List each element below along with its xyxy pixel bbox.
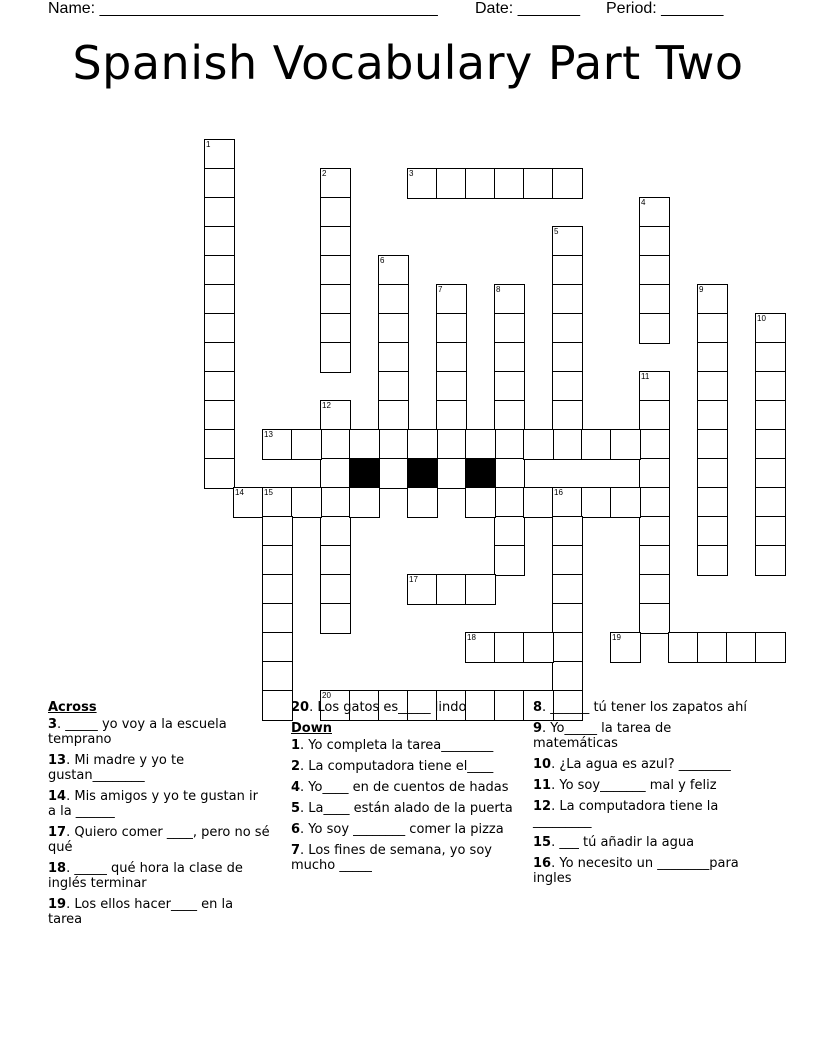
clue-number: 12 (533, 799, 552, 814)
clue-number: 7 (291, 843, 301, 858)
clue-text: . Mis amigos y yo te gustan ir a la ______ (48, 789, 258, 819)
clue-text: . ______ tú tener los zapatos ahí (542, 700, 747, 715)
grid-cell[interactable] (320, 545, 351, 576)
grid-cell[interactable] (697, 487, 728, 518)
grid-cell[interactable] (697, 458, 728, 489)
clue-text: . ¿La agua es azul? ________ (551, 757, 731, 772)
clue-number: 5 (291, 801, 301, 816)
grid-cell[interactable] (407, 574, 438, 605)
clue-text: . Yo soy ________ comer la pizza (300, 822, 504, 837)
grid-cell[interactable] (697, 371, 728, 402)
clue-number: 1 (291, 738, 301, 753)
grid-cell[interactable] (755, 313, 786, 344)
grid-cell[interactable] (494, 313, 525, 344)
grid-cell[interactable] (291, 429, 322, 460)
clue-number-label: 15 (264, 488, 273, 497)
grid-cell[interactable] (465, 574, 496, 605)
grid-cell[interactable] (436, 168, 467, 199)
clue-text: . La____ están alado de la puerta (300, 801, 513, 816)
clue-number-label: 14 (235, 488, 244, 497)
grid-cell[interactable] (349, 429, 380, 460)
middle-clues-column (291, 700, 513, 879)
grid-cell[interactable] (755, 342, 786, 373)
grid-cell[interactable] (697, 545, 728, 576)
grid-cell[interactable] (755, 516, 786, 547)
grid-cell[interactable] (552, 371, 583, 402)
grid-cell[interactable] (726, 632, 757, 663)
grid-cell[interactable] (204, 284, 235, 315)
grid-cell[interactable] (204, 313, 235, 344)
clue-text: . Yo_____ la tarea de matemáticas (533, 721, 672, 751)
grid-cell[interactable] (494, 371, 525, 402)
down-clue (291, 843, 513, 873)
clue-number-label: 2 (322, 169, 327, 178)
grid-cell[interactable] (320, 458, 351, 489)
grid-cell[interactable] (378, 429, 409, 460)
grid-cell[interactable] (494, 284, 525, 315)
grid-cell[interactable] (494, 487, 525, 518)
grid-cell[interactable] (262, 545, 293, 576)
grid-cell[interactable] (610, 429, 641, 460)
clue-text: . _____ qué hora la clase de inglés terminar (48, 861, 243, 891)
grid-cell[interactable] (755, 487, 786, 518)
grid-cell[interactable] (494, 632, 525, 663)
grid-cell[interactable] (697, 429, 728, 460)
grid-cell[interactable] (262, 661, 293, 692)
clue-number-label: 7 (438, 285, 443, 294)
grid-cell[interactable] (552, 429, 583, 460)
down-heading: Down (291, 721, 332, 736)
grid-cell[interactable] (552, 487, 583, 518)
grid-cell[interactable] (378, 313, 409, 344)
grid-cell[interactable] (436, 458, 467, 489)
grid-cell[interactable] (262, 632, 293, 663)
grid-cell[interactable] (262, 487, 293, 518)
grid-cell[interactable] (291, 487, 322, 518)
down-clue (291, 822, 513, 837)
grid-cell[interactable] (378, 371, 409, 402)
across-clues-column (48, 700, 270, 933)
grid-cell[interactable] (552, 545, 583, 576)
grid-cell[interactable] (465, 429, 496, 460)
grid-cell[interactable] (494, 400, 525, 431)
grid-cell[interactable] (320, 516, 351, 547)
black-square (465, 458, 496, 489)
grid-cell[interactable] (320, 400, 351, 431)
down-clue (291, 738, 513, 753)
grid-cell[interactable] (581, 429, 612, 460)
grid-cell[interactable] (523, 487, 554, 518)
grid-cell[interactable] (697, 632, 728, 663)
black-square (407, 458, 438, 489)
grid-cell[interactable] (639, 371, 670, 402)
grid-cell[interactable] (552, 313, 583, 344)
grid-cell[interactable] (494, 458, 525, 489)
down-clue (533, 778, 755, 793)
down-clue (533, 835, 755, 850)
grid-cell[interactable] (552, 255, 583, 286)
clue-text: . Los fines de semana, yo soy mucho _____ (291, 843, 492, 873)
black-square (349, 458, 380, 489)
clue-text: . Mi madre y yo te gustan________ (48, 753, 185, 783)
down-clue (291, 759, 513, 774)
grid-cell[interactable] (552, 284, 583, 315)
grid-cell[interactable] (262, 516, 293, 547)
clue-number-label: 3 (409, 169, 414, 178)
grid-cell[interactable] (378, 458, 409, 489)
clue-number-label: 12 (322, 401, 331, 410)
clue-number-label: 6 (380, 256, 385, 265)
grid-cell[interactable] (320, 487, 351, 518)
clue-text: . Yo____ en de cuentos de hadas (300, 780, 509, 795)
down-clue (533, 721, 755, 751)
grid-cell[interactable] (262, 603, 293, 634)
clue-number-label: 19 (612, 633, 621, 642)
clue-number-label: 17 (409, 575, 418, 584)
grid-cell[interactable] (552, 574, 583, 605)
clue-number-label: 10 (757, 314, 766, 323)
grid-cell[interactable] (494, 516, 525, 547)
grid-cell[interactable] (639, 429, 670, 460)
grid-cell[interactable] (552, 400, 583, 431)
clue-number-label: 4 (641, 198, 646, 207)
grid-cell[interactable] (494, 168, 525, 199)
clue-text: . Quiero comer ____, pero no sé qué (48, 825, 270, 855)
grid-cell[interactable] (204, 139, 235, 170)
grid-cell[interactable] (436, 284, 467, 315)
clue-number: 19 (48, 897, 67, 912)
grid-cell[interactable] (552, 516, 583, 547)
grid-cell[interactable] (668, 632, 699, 663)
clue-text: . Yo completa la tarea________ (300, 738, 494, 753)
clue-text: . ___ tú añadir la agua (551, 835, 695, 850)
grid-cell[interactable] (639, 255, 670, 286)
clue-number: 20 (291, 700, 310, 715)
clue-number: 10 (533, 757, 552, 772)
grid-cell[interactable] (639, 313, 670, 344)
across-clue (48, 897, 270, 927)
down-clue (533, 700, 755, 715)
clue-number: 8 (533, 700, 543, 715)
clue-number: 6 (291, 822, 301, 837)
clue-number: 13 (48, 753, 67, 768)
date-field[interactable]: Date: _______ (475, 0, 580, 17)
grid-cell[interactable] (639, 516, 670, 547)
grid-cell[interactable] (204, 197, 235, 228)
clue-number: 2 (291, 759, 301, 774)
grid-cell[interactable] (436, 342, 467, 373)
grid-cell[interactable] (320, 284, 351, 315)
grid-cell[interactable] (552, 168, 583, 199)
across-clue (291, 700, 513, 715)
grid-cell[interactable] (378, 284, 409, 315)
grid-cell[interactable] (494, 429, 525, 460)
grid-cell[interactable] (436, 313, 467, 344)
grid-cell[interactable] (523, 632, 554, 663)
grid-cell[interactable] (320, 168, 351, 199)
across-clue (48, 789, 270, 819)
grid-cell[interactable] (262, 574, 293, 605)
grid-cell[interactable] (204, 429, 235, 460)
grid-cell[interactable] (320, 226, 351, 257)
grid-cell[interactable] (639, 400, 670, 431)
grid-cell[interactable] (639, 545, 670, 576)
grid-cell[interactable] (639, 487, 670, 518)
clue-number-label: 11 (641, 372, 650, 381)
clue-number: 4 (291, 780, 301, 795)
clue-number: 15 (533, 835, 552, 850)
grid-cell[interactable] (755, 632, 786, 663)
grid-cell[interactable] (204, 255, 235, 286)
grid-cell[interactable] (639, 226, 670, 257)
grid-cell[interactable] (755, 458, 786, 489)
grid-cell[interactable] (407, 168, 438, 199)
down-clue (533, 856, 755, 886)
clue-text: . La computadora tiene el____ (300, 759, 494, 774)
grid-cell[interactable] (320, 574, 351, 605)
across-heading: Across (48, 700, 97, 715)
grid-cell[interactable] (697, 516, 728, 547)
grid-cell[interactable] (552, 632, 583, 663)
grid-cell[interactable] (233, 487, 264, 518)
grid-cell[interactable] (204, 371, 235, 402)
grid-cell[interactable] (697, 400, 728, 431)
across-clue (48, 753, 270, 783)
clue-number-label: 1 (206, 140, 211, 149)
grid-cell[interactable] (552, 603, 583, 634)
grid-cell[interactable] (465, 487, 496, 518)
grid-cell[interactable] (755, 371, 786, 402)
grid-cell[interactable] (494, 545, 525, 576)
clue-text: . Yo necesito un ________para ingles (533, 856, 739, 886)
grid-cell[interactable] (320, 603, 351, 634)
grid-cell[interactable] (378, 342, 409, 373)
grid-cell[interactable] (639, 458, 670, 489)
period-field[interactable]: Period: _______ (606, 0, 724, 17)
grid-cell[interactable] (320, 429, 351, 460)
grid-cell[interactable] (552, 226, 583, 257)
clue-number: 3 (48, 717, 58, 732)
grid-cell[interactable] (204, 342, 235, 373)
grid-cell[interactable] (639, 284, 670, 315)
grid-cell[interactable] (697, 342, 728, 373)
grid-cell[interactable] (523, 168, 554, 199)
down-clue (291, 780, 513, 795)
down-clues-column-2 (533, 700, 755, 892)
clue-text: . Yo soy_______ mal y feliz (551, 778, 717, 793)
page-title: Spanish Vocabulary Part Two (72, 36, 744, 90)
grid-cell[interactable] (523, 429, 554, 460)
grid-cell[interactable] (610, 632, 641, 663)
grid-cell[interactable] (378, 400, 409, 431)
grid-cell[interactable] (378, 255, 409, 286)
grid-cell[interactable] (262, 429, 293, 460)
across-clue (48, 717, 270, 747)
grid-cell[interactable] (552, 342, 583, 373)
grid-cell[interactable] (436, 371, 467, 402)
grid-cell[interactable] (755, 429, 786, 460)
grid-cell[interactable] (639, 197, 670, 228)
grid-cell[interactable] (494, 342, 525, 373)
grid-cell[interactable] (320, 197, 351, 228)
grid-cell[interactable] (204, 168, 235, 199)
grid-cell[interactable] (552, 661, 583, 692)
across-clue (48, 825, 270, 855)
down-clue (533, 799, 755, 829)
grid-cell[interactable] (407, 487, 438, 518)
grid-cell[interactable] (204, 400, 235, 431)
grid-cell[interactable] (639, 603, 670, 634)
across-clue (48, 861, 270, 891)
grid-cell[interactable] (204, 226, 235, 257)
clue-number-label: 13 (264, 430, 273, 439)
clue-number-label: 16 (554, 488, 563, 497)
clue-number: 16 (533, 856, 552, 871)
clue-number: 18 (48, 861, 67, 876)
grid-cell[interactable] (755, 400, 786, 431)
clue-text: . Los gatos es_____ lindo (309, 700, 467, 715)
grid-cell[interactable] (320, 255, 351, 286)
grid-cell[interactable] (436, 400, 467, 431)
clue-number: 17 (48, 825, 67, 840)
clue-number: 14 (48, 789, 67, 804)
clue-text: . _____ yo voy a la escuela temprano (48, 717, 227, 747)
grid-cell[interactable] (436, 574, 467, 605)
grid-cell[interactable] (320, 342, 351, 373)
grid-cell[interactable] (436, 429, 467, 460)
clue-text: . Los ellos hacer____ en la tarea (48, 897, 234, 927)
grid-cell[interactable] (639, 574, 670, 605)
clue-number-label: 5 (554, 227, 559, 236)
grid-cell[interactable] (610, 487, 641, 518)
clue-text: . La computadora tiene la _________ (533, 799, 719, 829)
clue-number-label: 8 (496, 285, 501, 294)
grid-cell[interactable] (465, 632, 496, 663)
grid-cell[interactable] (349, 487, 380, 518)
grid-cell[interactable] (204, 458, 235, 489)
clue-number-label: 20 (322, 691, 331, 700)
grid-cell[interactable] (697, 313, 728, 344)
down-clue (291, 801, 513, 816)
clue-number: 9 (533, 721, 543, 736)
down-clue (533, 757, 755, 772)
grid-cell[interactable] (581, 487, 612, 518)
grid-cell[interactable] (465, 168, 496, 199)
grid-cell[interactable] (755, 545, 786, 576)
clue-number: 11 (533, 778, 552, 793)
grid-cell[interactable] (697, 284, 728, 315)
clue-number-label: 9 (699, 285, 704, 294)
clue-number-label: 18 (467, 633, 476, 642)
grid-cell[interactable] (407, 429, 438, 460)
grid-cell[interactable] (320, 313, 351, 344)
name-field[interactable]: Name: ______________________________________ (48, 0, 438, 17)
